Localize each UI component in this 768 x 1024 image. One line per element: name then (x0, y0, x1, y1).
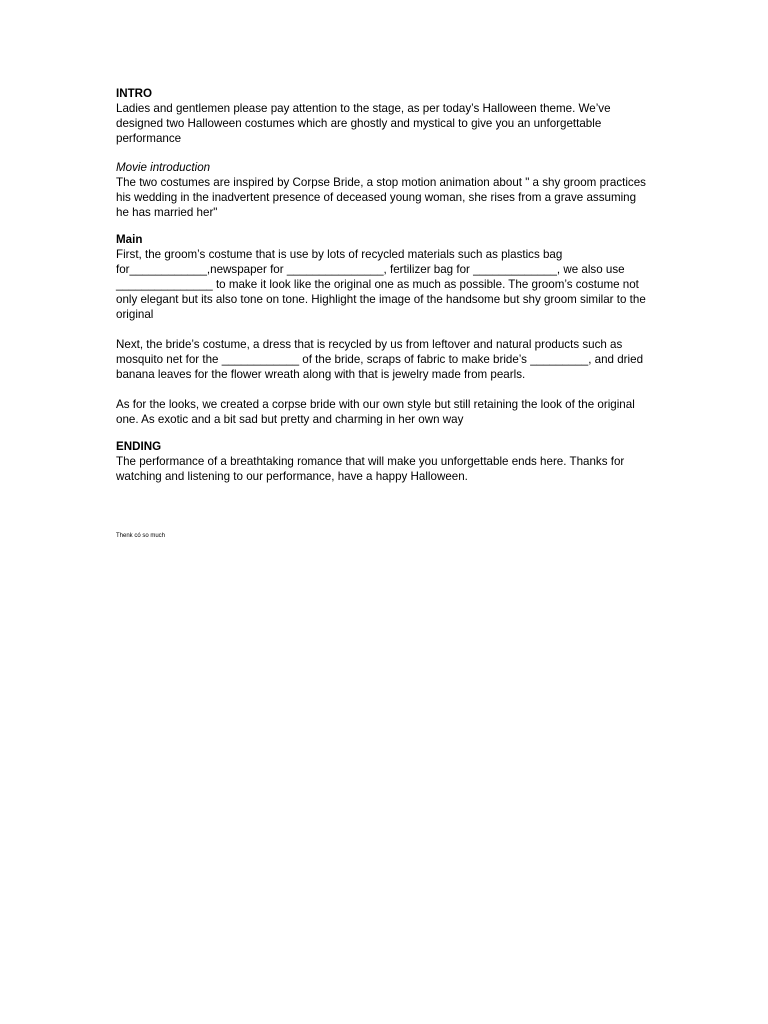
intro-heading: INTRO (116, 87, 153, 100)
movie-introduction-paragraph: The two costumes are inspired by Corpse Bride, a stop motion animation about " a shy groom practices his wedding in the inadvertent presence of deceased young woman, she rises from a grave assuming he has married her" (116, 176, 646, 219)
looks-paragraph: As for the looks, we created a corpse bride with our own style but still retaining the look of the original one. As exotic and a bit sad but pretty and charming in her own way (116, 398, 635, 426)
spacer (116, 220, 648, 232)
spacer (116, 322, 648, 337)
groom-costume-paragraph: First, the groom’s costume that is use by lots of recycled materials such as plastics bag for____________,newspaper for _______________, fertilizer bag for _____________, we also use _______________ to make it look like the original one as much as possible. The groom’s costume not only elegant but its also tone on tone. Highlight the image of the handsome but shy groom similar to the original (116, 248, 646, 321)
bride-costume-paragraph: Next, the bride’s costume, a dress that is recycled by us from leftover and natural products such as mosquito net for the ____________ of the bride, scraps of fabric to make bride’s _________, and dried banana leaves for the flower wreath along with that is jewelry made from pearls. (116, 338, 644, 381)
document-body (116, 86, 648, 484)
ending-heading: ENDING (116, 440, 162, 453)
spacer (116, 146, 648, 158)
intro-paragraph: Ladies and gentlemen please pay attention to the stage, as per today’s Halloween theme. We’ve designed two Halloween costumes which are ghostly and mystical to give you an unforgettable performance (116, 102, 611, 145)
movie-introduction-subheading: Movie introduction (116, 161, 211, 174)
ending-paragraph: The performance of a breathtaking romance that will make you unforgettable ends here. Thanks for watching and listening to our performance, have a happy Halloween. (116, 455, 625, 483)
spacer (116, 382, 648, 397)
footnote-text: Thenk có so much (116, 533, 166, 539)
spacer (116, 427, 648, 439)
main-heading: Main (116, 233, 143, 246)
